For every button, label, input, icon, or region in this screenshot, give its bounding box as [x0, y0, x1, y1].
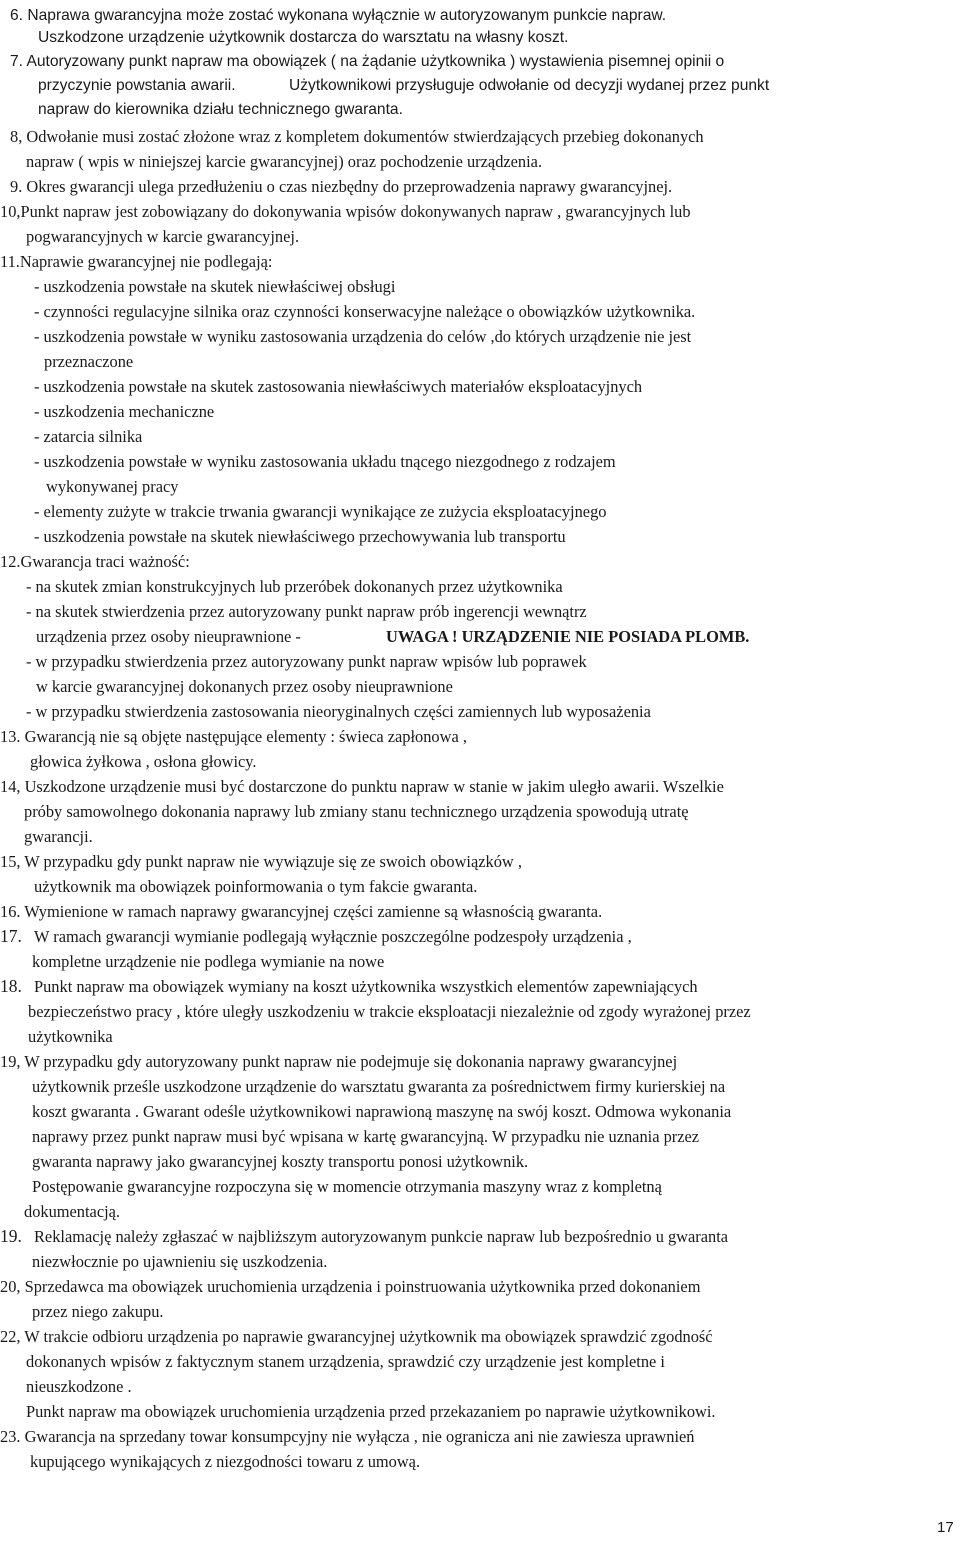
text-line: 22, W trakcie odbioru urządzenia po naprawie gwarancyjnej użytkownik ma obowiązek sprawdzić zgodność [0, 1327, 713, 1346]
text-line: 16. Wymienione w ramach naprawy gwarancyjnej części zamienne są własnością gwaranta. [0, 902, 603, 921]
text-line: Reklamację należy zgłaszać w najbliższym autoryzowanym punkcie napraw lub bezpośrednio u gwaranta [34, 1227, 729, 1246]
text-line: - uszkodzenia powstałe na skutek zastosowania niewłaściwych materiałów eksploatacyjnych [34, 377, 643, 396]
text-line: urządzenia przez osoby nieuprawnione - [36, 627, 301, 646]
text-line: 14, Uszkodzone urządzenie musi być dostarczone do punktu napraw w stanie w jakim uległo awarii. Wszelkie [0, 777, 724, 796]
text-line: Punkt napraw ma obowiązek wymiany na koszt użytkownika wszystkich elementów zapewniających [34, 977, 698, 996]
text-line: 13. Gwarancją nie są objęte następujące elementy : świeca zapłonowa , [0, 727, 467, 746]
text-line: dokumentacją. [24, 1202, 121, 1221]
text-line: 19. [0, 1226, 22, 1246]
text-line: wykonywanej pracy [46, 477, 179, 496]
text-line: pogwarancyjnych w karcie gwarancyjnej. [26, 227, 300, 246]
text-line: - uszkodzenia powstałe w wyniku zastosowania układu tnącego niezgodnego z rodzajem [34, 452, 616, 471]
text-line: - w przypadku stwierdzenia zastosowania nieoryginalnych części zamiennych lub wyposażenia [26, 702, 651, 721]
text-line: dokonanych wpisów z faktycznym stanem urządzenia, sprawdzić czy urządzenie jest kompletne i [26, 1352, 665, 1371]
text-line: Punkt napraw ma obowiązek uruchomienia urządzenia przed przekazaniem po naprawie użytkownikowi. [26, 1402, 716, 1421]
warning-text: UWAGA ! URZĄDZENIE NIE POSIADA PLOMB. [386, 627, 750, 646]
text-line: 11.Naprawie gwarancyjnej nie podlegają: [0, 252, 273, 271]
text-line: nieuszkodzone . [26, 1377, 132, 1396]
text-line: 10,Punkt napraw jest zobowiązany do dokonywania wpisów dokonywanych napraw , gwarancyjnych lub [0, 202, 691, 221]
text-line: niezwłocznie po ujawnieniu się uszkodzenia. [32, 1252, 328, 1271]
text-line: 19, W przypadku gdy autoryzowany punkt napraw nie podejmuje się dokonania naprawy gwarancyjnej [0, 1052, 678, 1071]
text-line: - uszkodzenia mechaniczne [34, 402, 215, 421]
text-line: 9. Okres gwarancji ulega przedłużeniu o czas niezbędny do przeprowadzenia naprawy gwarancyjnej. [10, 177, 673, 196]
text-line: 7. Autoryzowany punkt napraw ma obowiązek ( na żądanie użytkownika ) wystawienia pisemnej opinii o [10, 53, 725, 70]
text-line: naprawy przez punkt napraw musi być wpisana w kartę gwarancyjną. W przypadku nie uznania przez [32, 1127, 700, 1146]
text-line: 17. [0, 926, 22, 946]
text-line: W ramach gwarancji wymianie podlegają wyłącznie poszczególne podzespoły urządzenia , [34, 927, 632, 946]
text-line: gwarancji. [24, 827, 93, 846]
text-line: przez niego zakupu. [32, 1302, 164, 1321]
text-line: 8, Odwołanie musi zostać złożone wraz z kompletem dokumentów stwierdzających przebieg dokonanych [10, 127, 704, 146]
text-line: - w przypadku stwierdzenia przez autoryzowany punkt napraw wpisów lub poprawek [26, 652, 587, 671]
page-number: 17 [937, 1519, 954, 1536]
text-line: - na skutek zmian konstrukcyjnych lub przeróbek dokonanych przez użytkownika [26, 577, 563, 596]
text-line: przeznaczone [44, 352, 134, 371]
text-line: 20, Sprzedawca ma obowiązek uruchomienia urządzenia i poinstruowania użytkownika przed dokonaniem [0, 1277, 701, 1296]
text-line: użytkownika [28, 1027, 113, 1046]
text-line: 23. Gwarancja na sprzedany towar konsumpcyjny nie wyłącza , nie ogranicza ani nie zawiesza uprawnień [0, 1427, 695, 1446]
text-line: koszt gwaranta . Gwarant odeśle użytkownikowi naprawioną maszynę na swój koszt. Odmowa wykonania [32, 1102, 732, 1121]
text-line: użytkownik ma obowiązek poinformowania o tym fakcie gwaranta. [34, 877, 478, 896]
text-line: 6. Naprawa gwarancyjna może zostać wykonana wyłącznie w autoryzowanym punkcie napraw. [10, 7, 667, 24]
text-line: 12.Gwarancja traci ważność: [0, 552, 190, 571]
text-line: - na skutek stwierdzenia przez autoryzowany punkt napraw prób ingerencji wewnątrz [26, 602, 587, 621]
text-line: przyczynie powstania awarii. [38, 77, 236, 94]
text-line: - uszkodzenia powstałe na skutek niewłaściwego przechowywania lub transportu [34, 527, 566, 546]
text-line: - czynności regulacyjne silnika oraz czynności konserwacyjne należące o obowiązków użytkownika. [34, 302, 696, 321]
text-line: - uszkodzenia powstałe na skutek niewłaściwej obsługi [34, 277, 396, 296]
text-line: Uszkodzone urządzenie użytkownik dostarcza do warsztatu na własny koszt. [38, 29, 569, 46]
text-line: kompletne urządzenie nie podlega wymianie na nowe [32, 952, 385, 971]
text-line: Postępowanie gwarancyjne rozpoczyna się w momencie otrzymania maszyny wraz z kompletną [32, 1177, 662, 1196]
text-line: użytkownik prześle uszkodzone urządzenie do warsztatu gwaranta za pośrednictwem firmy kurierskiej na [32, 1077, 726, 1096]
text-line: gwaranta naprawy jako gwarancyjnej koszty transportu ponosi użytkownik. [32, 1152, 529, 1171]
text-line: napraw ( wpis w niniejszej karcie gwarancyjnej) oraz pochodzenie urządzenia. [26, 152, 543, 171]
text-line: bezpieczeństwo pracy , które uległy uszkodzeniu w trakcie eksploatacji niezależnie od zgody wyrażonej przez [28, 1002, 751, 1021]
text-line: próby samowolnego dokonania naprawy lub zmiany stanu technicznego urządzenia spowodują utratę [24, 802, 689, 821]
text-line: 18. [0, 976, 22, 996]
text-line: napraw do kierownika działu technicznego gwaranta. [38, 101, 403, 118]
text-line: kupującego wynikających z niezgodności towaru z umową. [30, 1452, 421, 1471]
text-line: - elementy zużyte w trakcie trwania gwarancji wynikające ze zużycia eksploatacyjnego [34, 502, 607, 521]
text-line: - uszkodzenia powstałe w wyniku zastosowania urządzenia do celów ,do których urządzenie nie jest [34, 327, 692, 346]
text-line: 15, W przypadku gdy punkt napraw nie wywiązuje się ze swoich obowiązków , [0, 852, 522, 871]
text-line: głowica żyłkowa , osłona głowicy. [30, 752, 257, 771]
text-line: Użytkownikowi przysługuje odwołanie od decyzji wydanej przez punkt [289, 77, 770, 94]
text-line: - zatarcia silnika [34, 427, 143, 446]
text-line: w karcie gwarancyjnej dokonanych przez osoby nieuprawnione [36, 677, 453, 696]
